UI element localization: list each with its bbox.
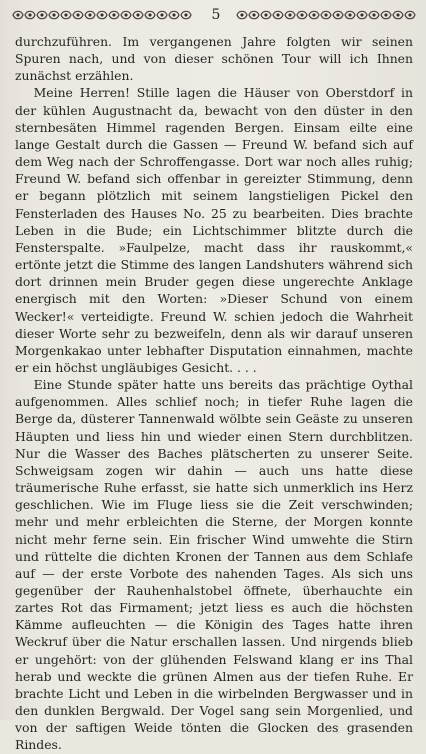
paragraph-oberstdorf: Meine Herren! Stille lagen die Häuser von Oberstdorf in der kühlen Augustnacht da, bewacht von den düster in den sternbesäten Himmel ragenden Bergen. Einsam eilte eine lange Gestalt durch die Gassen — Freund W. befand sich auf dem Weg nach der Schroffengasse. Dort war noch alles ruhig; Freund W. befand sich offenbar in gereizter Stimmung, denn er begann plötzlich mit seinem langstieligen Pickel den Fensterladen des Hauses No. 25 zu bearbeiten. Dies brachte Leben in die Bude; ein Lichtschimmer blitzte durch die Fensterspalte. »Faulpelze, macht dass ihr rauskommt,« ertönte jetzt die Stimme des langen Landshuters während sich dort drinnen mein Bruder gegen diese ungerechte Anklage energisch mit den Worten: »Dieser Schund von einem Wecker!« verteidigte. Freund W. schien jedoch die Wahrheit dieser Worte sehr zu bezweifeln, denn als wir darauf unseren Morgenkakao unter lebhafter Disputation einnahmen, machte er ein höchst ungläubiges Gesicht. . . . <box>15 85 413 375</box>
paragraph-oythal: Eine Stunde später hatte uns bereits das prächtige Oythal aufgenommen. Alles schlief noch; in tiefer Ruhe lagen die Berge da, düsterer Tannenwald wölbte sein Geäste zu unseren Häupten und liess hin und wieder einen Stern durchblitzen. Nur die Wasser des Baches plätscherten zu unserer Seite. Schweigsam zogen wir dahin — auch uns hatte diese träumerische Ruhe erfasst, sie hatte sich unmerklich ins Herz geschlichen. Wie im Fluge liess sie die Zeit verschwinden; mehr und mehr erbleichten die Sterne, der Morgen konnte nicht mehr ferne sein. Ein frischer Wind umwehte die Stirn und rüttelte die dichten Kronen der Tannen aus dem Schlafe auf — der erste Vorbote des nahenden Tages. Als sich uns gegenüber der Rauhenhalstobel öffnete, überhauchte ein zartes Rot das Firmament; jetzt liess es auch die höchsten Kämme aufleuchten — die Königin des Tages hatte ihren Weckruf über die Natur erschallen lassen. Und nirgends blieb er ungehört: von der glühenden Felswand klang er ins Thal herab und weckte die grünen Almen aus der tiefen Ruhe. Er brachte Licht und Leben in die wirbelnden Bergwasser und in den dunklen Bergwald. Der Vogel sang sein Morgenlied, und von der saftigen Weide tönten die Glocken des grasenden Rindes. <box>15 377 413 753</box>
body-text <box>15 33 413 754</box>
page-header <box>0 6 426 26</box>
page-number: 5 <box>211 7 221 23</box>
header-ornament-right <box>236 9 416 21</box>
header-ornament-left <box>12 9 192 21</box>
paragraph-continuation: durchzuführen. Im vergangenen Jahre folgten wir seinen Spuren nach, und von dieser schönen Tour will ich Ihnen zunächst erzählen. <box>15 34 413 84</box>
